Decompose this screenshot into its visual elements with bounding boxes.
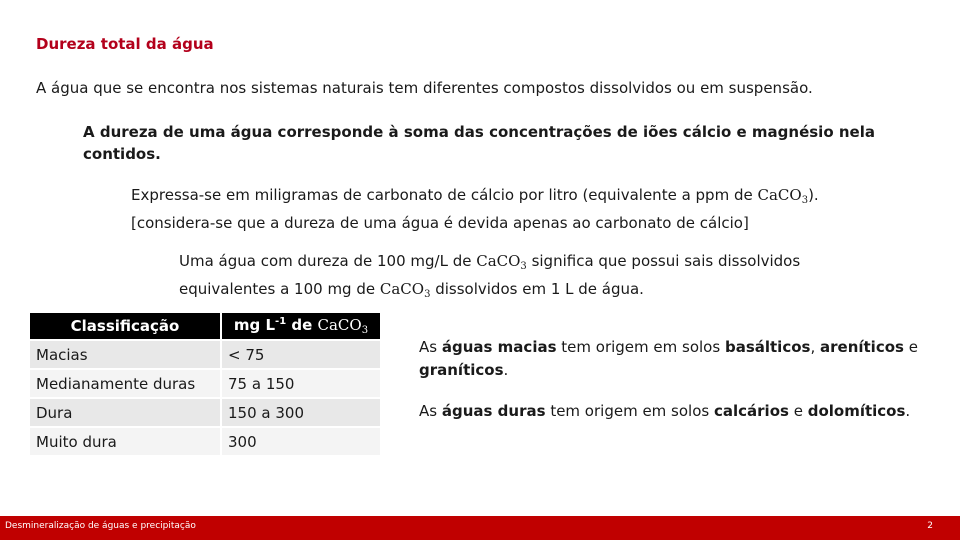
units-text-end: ). bbox=[808, 186, 819, 204]
page-number: 2 bbox=[927, 521, 933, 531]
cell-classification: Muito dura bbox=[30, 428, 220, 455]
intro-text: A água que se encontra nos sistemas naturais tem diferentes compostos dissolvidos ou em suspensão. bbox=[36, 79, 813, 97]
cell-value: < 75 bbox=[222, 341, 380, 368]
units-text: Expressa-se em miligramas de carbonato de cálcio por litro (equivalente a ppm de bbox=[131, 186, 758, 204]
table-row bbox=[30, 399, 380, 426]
formula-caco3: CaCO$_3$ bbox=[757, 186, 809, 206]
header-classification: Classificação bbox=[30, 313, 220, 339]
hard-water-note: As águas duras tem origem em solos calcários e dolomíticos. bbox=[419, 402, 911, 420]
footer-title: Desmineralização de águas e precipitação bbox=[5, 521, 196, 531]
page-title: Dureza total da água bbox=[36, 35, 214, 53]
table-header-row bbox=[30, 313, 380, 339]
assumption-text: [considera-se que a dureza de uma água é devida apenas ao carbonato de cálcio] bbox=[131, 214, 749, 232]
table-row bbox=[30, 341, 380, 368]
header-unit: mg $L^{-1}$ de CaCO$_3$ bbox=[222, 313, 380, 339]
cell-classification: Macias bbox=[30, 341, 220, 368]
example-paragraph: Uma água com dureza de 100 mg/L de CaCO$_3$ significa que possui sais dissolvidos equivalentes a 100 mg de CaCO$_3$ dissolvidos em 1 L de água. bbox=[179, 252, 801, 300]
hardness-classification-table bbox=[28, 311, 382, 457]
soft-water-note: As águas macias tem origem em solos basálticos, areníticos e graníticos. bbox=[419, 338, 918, 379]
definition-text: A dureza de uma água corresponde à soma das concentrações de iões cálcio e magnésio nela contidos. bbox=[83, 123, 875, 163]
table-row bbox=[30, 428, 380, 455]
formula-caco3: CaCO$_3$ bbox=[476, 252, 527, 272]
formula-caco3: CaCO$_3$ bbox=[379, 280, 431, 300]
units-paragraph bbox=[131, 184, 891, 234]
cell-classification: Medianamente duras bbox=[30, 370, 220, 397]
cell-value: 300 bbox=[222, 428, 380, 455]
table-row bbox=[30, 370, 380, 397]
cell-classification: Dura bbox=[30, 399, 220, 426]
cell-value: 150 a 300 bbox=[222, 399, 380, 426]
cell-value: 75 a 150 bbox=[222, 370, 380, 397]
